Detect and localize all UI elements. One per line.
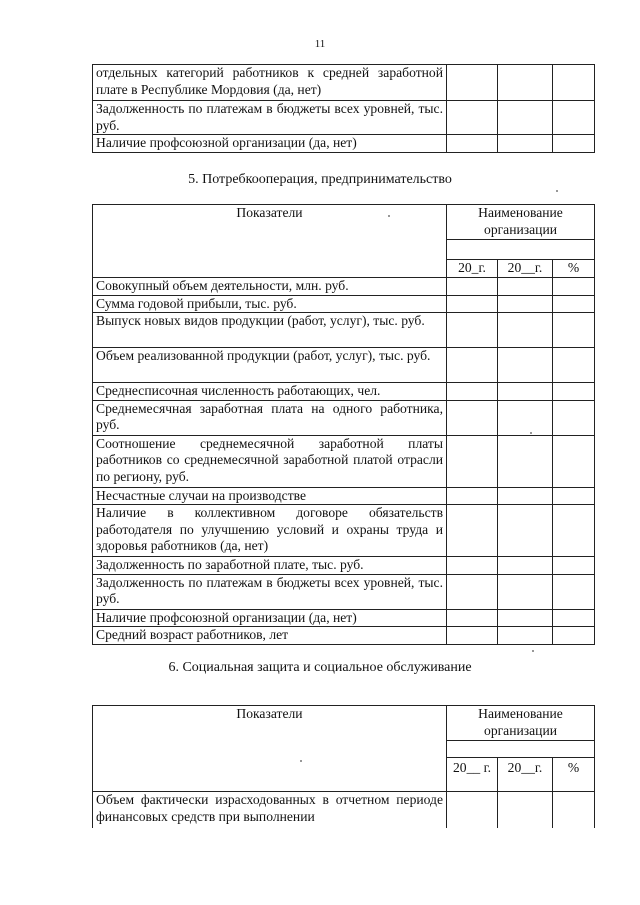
value-cell[interactable] [447, 505, 498, 557]
value-cell[interactable] [498, 435, 553, 487]
scan-speck [300, 760, 302, 762]
table-row [93, 505, 595, 557]
table-row [93, 400, 595, 435]
table-continuation [92, 64, 595, 153]
value-cell[interactable] [498, 295, 553, 313]
value-cell[interactable] [498, 609, 553, 627]
value-cell[interactable] [553, 505, 595, 557]
row-label: Задолженность по платежам в бюджеты всех уровней, тыс. руб. [93, 574, 447, 609]
table-row [93, 278, 595, 296]
value-cell[interactable] [447, 557, 498, 575]
value-cell[interactable] [447, 278, 498, 296]
row-label: Среднемесячная заработная плата на одного работника, руб. [93, 400, 447, 435]
value-cell[interactable] [447, 400, 498, 435]
row-label: Объем фактически израсходованных в отчетном периоде финансовых средств при выполнении [93, 792, 447, 828]
header-indicators: Показатели [93, 706, 447, 792]
value-cell[interactable] [447, 295, 498, 313]
scan-speck [556, 190, 558, 192]
header-organization: Наименование организации [447, 706, 595, 741]
row-label: Совокупный объем деятельности, млн. руб. [93, 278, 447, 296]
value-cell[interactable] [498, 557, 553, 575]
value-cell[interactable] [447, 435, 498, 487]
table-row [93, 487, 595, 505]
value-cell[interactable] [553, 574, 595, 609]
value-cell[interactable] [553, 101, 595, 135]
value-cell[interactable] [498, 627, 553, 645]
table-row [93, 135, 595, 153]
header-year-1: 20_г. [447, 260, 498, 278]
value-cell[interactable] [553, 278, 595, 296]
table-section5 [92, 204, 595, 645]
header-organization: Наименование организации [447, 205, 595, 240]
value-cell[interactable] [553, 627, 595, 645]
page-number: 11 [314, 38, 326, 50]
scan-speck [388, 215, 390, 217]
row-label: Среднесписочная численность работающих, чел. [93, 383, 447, 401]
table-header-row [93, 706, 595, 741]
table-row [93, 435, 595, 487]
value-cell[interactable] [553, 435, 595, 487]
value-cell[interactable] [498, 65, 553, 101]
row-label: отдельных категорий работников к средней заработной плате в Республике Мордовия (да, нет) [93, 65, 447, 101]
header-year-1: 20__ г. [447, 758, 498, 792]
table-header-row [93, 205, 595, 240]
header-year-2: 20__г. [498, 758, 553, 792]
header-year-2: 20__г. [498, 260, 553, 278]
value-cell[interactable] [553, 295, 595, 313]
scan-speck [532, 650, 534, 652]
header-blank [447, 240, 595, 260]
value-cell[interactable] [498, 313, 553, 348]
row-label: Наличие профсоюзной организации (да, нет) [93, 135, 447, 153]
value-cell[interactable] [553, 65, 595, 101]
row-label: Выпуск новых видов продукции (работ, услуг), тыс. руб. [93, 313, 447, 348]
value-cell[interactable] [498, 792, 553, 828]
table-row [93, 348, 595, 383]
table-row [93, 609, 595, 627]
section-title: 5. Потребкооперация, предпринимательство [188, 172, 452, 187]
value-cell[interactable] [498, 135, 553, 153]
value-cell[interactable] [553, 313, 595, 348]
value-cell[interactable] [447, 65, 498, 101]
value-cell[interactable] [498, 348, 553, 383]
row-label: Соотношение среднемесячной заработной платы работников со среднемесячной заработной платой отрасли по региону, руб. [93, 435, 447, 487]
table-row [93, 65, 595, 101]
value-cell[interactable] [498, 278, 553, 296]
table-row [93, 557, 595, 575]
value-cell[interactable] [498, 101, 553, 135]
table-row [93, 792, 595, 828]
row-label: Наличие в коллективном договоре обязательств работодателя по улучшению условий и охраны труда и здоровья работников (да, нет) [93, 505, 447, 557]
row-label: Объем реализованной продукции (работ, услуг), тыс. руб. [93, 348, 447, 383]
value-cell[interactable] [447, 609, 498, 627]
value-cell[interactable] [498, 383, 553, 401]
value-cell[interactable] [447, 101, 498, 135]
table-row [93, 313, 595, 348]
value-cell[interactable] [498, 505, 553, 557]
value-cell[interactable] [447, 313, 498, 348]
scan-speck [530, 432, 532, 434]
value-cell[interactable] [447, 383, 498, 401]
row-label: Средний возраст работников, лет [93, 627, 447, 645]
value-cell[interactable] [553, 487, 595, 505]
value-cell[interactable] [553, 348, 595, 383]
value-cell[interactable] [447, 792, 498, 828]
value-cell[interactable] [553, 609, 595, 627]
table-row [93, 295, 595, 313]
header-blank [447, 741, 595, 758]
value-cell[interactable] [553, 383, 595, 401]
row-label: Наличие профсоюзной организации (да, нет) [93, 609, 447, 627]
value-cell[interactable] [447, 348, 498, 383]
header-percent: % [553, 260, 595, 278]
table-row [93, 383, 595, 401]
table-row [93, 574, 595, 609]
row-label: Задолженность по платежам в бюджеты всех уровней, тыс. руб. [93, 101, 447, 135]
value-cell[interactable] [447, 487, 498, 505]
value-cell[interactable] [498, 487, 553, 505]
value-cell[interactable] [447, 627, 498, 645]
row-label: Сумма годовой прибыли, тыс. руб. [93, 295, 447, 313]
value-cell[interactable] [553, 792, 595, 828]
value-cell[interactable] [553, 557, 595, 575]
value-cell[interactable] [553, 400, 595, 435]
table-row [93, 627, 595, 645]
header-percent: % [553, 758, 595, 792]
row-label: Несчастные случаи на производстве [93, 487, 447, 505]
value-cell[interactable] [447, 135, 498, 153]
value-cell[interactable] [498, 400, 553, 435]
section-title: 6. Социальная защита и социальное обслуживание [168, 660, 472, 675]
value-cell[interactable] [447, 574, 498, 609]
value-cell[interactable] [553, 135, 595, 153]
row-label: Задолженность по заработной плате, тыс. руб. [93, 557, 447, 575]
table-row [93, 101, 595, 135]
header-indicators: Показатели [93, 205, 447, 278]
table-section6 [92, 705, 595, 828]
value-cell[interactable] [498, 574, 553, 609]
